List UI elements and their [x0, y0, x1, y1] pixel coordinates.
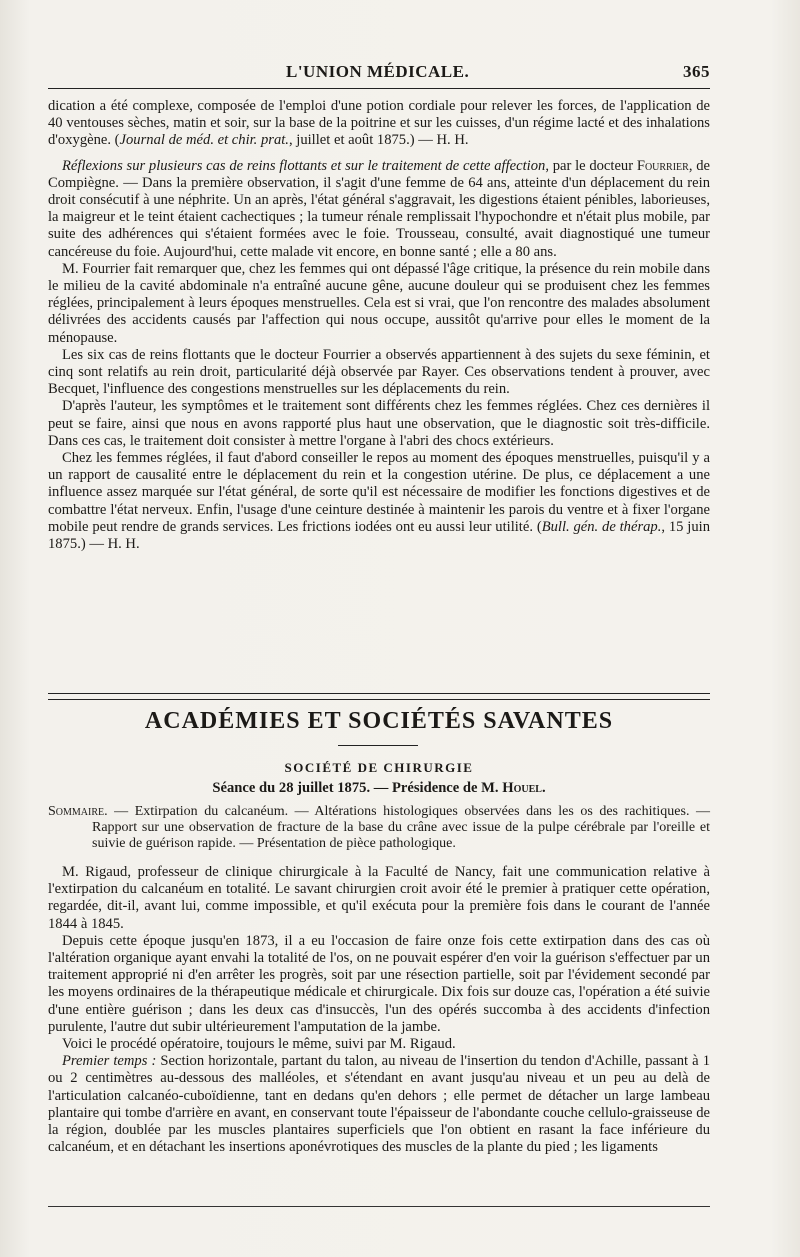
header-rule: [48, 88, 710, 89]
summary-label: Sommaire.: [48, 804, 108, 819]
society-name: SOCIÉTÉ DE CHIRURGIE: [284, 760, 474, 775]
paragraph-5: D'après l'auteur, les symptômes et le traitement sont différents chez les femmes réglées. Chez ces dernières il peut se faire, ainsi que nous en avons rapporté plus haut une observation, que le diagnostic soit très-difficile. Dans ces cas, le traitement doit consister à mettre l'organe à l'abri des chocs extérieurs.: [48, 398, 710, 449]
paragraph-6-end: , 15 juin 1875.) — H. H.: [48, 518, 710, 553]
session-suffix: .: [541, 780, 546, 796]
president-name: Houel: [502, 780, 542, 796]
bottom-rule: [48, 1206, 710, 1207]
paragraph-2-text: , de Compiègne. — Dans la première observation, il s'agit d'une femme de 64 ans, atteinte d'un déplacement du rein droit consécutif à une néphrite. Un an après, l'état général s'aggravait, les digestions étaient pénibles, laborieuses, la maigreur et le teint étaient cachectiques ; la tumeur rénale remplissait l'hypochondre et n'était plus mobile, par suite des adhérences qui s'étaient formées avec le foie. Trousseau, consulté, avait diagnostiqué une tumeur cancéreuse du foie. Aujourd'hui, cette malade vit encore, en bonne santé ; elle a 80 ans.: [48, 157, 711, 260]
bulletin-reference: Bull. gén. de thérap.: [541, 518, 662, 535]
paragraph-1-text: dication a été complexe, composée de l'emploi d'une potion cordiale pour relever les forces, de l'application de 40 ventouses sèches, matin et soir, sur la base de la poitrine et sur les cuisses, d'un régime lacté et des inhalations d'oxygène. (: [48, 98, 710, 149]
paragraph-4: Les six cas de reins flottants que le docteur Fourrier a observés appartiennent à des sujets du sexe féminin, et cinq sont relatifs au rein droit, particularité déjà observée par Rayer. Ces observations tendent à prouver, avec Becquet, l'influence des congestions menstruelles sur les déplacements du rein.: [48, 346, 710, 398]
society-paragraph-4: [48, 1053, 710, 1156]
paragraph-2: [48, 158, 710, 261]
paragraph-3: M. Fourrier fait remarquer que, chez les femmes qui ont dépassé l'âge critique, la présence du rein mobile dans le milieu de la cavité abdominale n'a entraîné aucune gêne, aucune douleur qui se produisent chez les femmes réglées, principalement à leurs époques menstruelles. Cela est si vrai, que l'on rencontre des malades absolument délivrées des accidents causés par l'affection qui nous occupe, aussitôt qu'arrive pour elles le moment de la ménopause.: [48, 260, 710, 346]
section-heading: ACADÉMIES ET SOCIÉTÉS SAVANTES: [144, 708, 614, 734]
heading-underline: [338, 745, 418, 746]
step-text: Section horizontale, partant du talon, au niveau de l'insertion du tendon d'Achille, passant à 1 ou 2 centimètres au-dessous des malléoles, et s'étendant en avant jusqu'au niveau et un peu au delà de l'articulation calcanéo-cuboïdienne, tant en dedans qu'en dehors ; elle permet de détacher un large lambeau plantaire qui tombe d'arrière en avant, en conservant toute l'épaisseur de l'abondante couche cellulo-graisseuse de la région, doublée par les muscles plantaires superficiels que l'on obtient en rasant la face inférieure du calcanéum, et en détachant les insertions aponévrotiques des muscles de la plante du pied ; les ligaments: [48, 1053, 711, 1156]
society-paragraph-2: Depuis cette époque jusqu'en 1873, il a eu l'occasion de faire onze fois cette extirpation dans des cas où l'altération organique ayant envahi la totalité de l'os, on ne pouvait espérer d'en voir la guérison s'effectuer par un traitement approprié ni d'en arrêter les progrès, soit par une résection partielle, soit par l'évidement secondé par les moyens ordinaires de la thérapeutique médicale et chirurgicale. Dix fois sur douze cas, l'opération a été suivie d'une entière guérison ; dans les deux cas d'insuccès, l'un des opérés succomba à des accidents d'infection purulente, l'autre dut subir ultérieurement l'amputation de la jambe.: [48, 932, 710, 1035]
session-date: Séance du 28 juillet 1875. — Présidence de M.: [212, 780, 503, 796]
section-divider: [48, 693, 710, 700]
society-paragraph-3: Voici le procédé opératoire, toujours le même, suivi par M. Rigaud.: [62, 1036, 456, 1053]
review-section: [48, 98, 710, 553]
session-line: [48, 780, 710, 797]
paragraph-1: [48, 98, 710, 150]
paragraph-6-text: Chez les femmes réglées, il faut d'abord conseiller le repos au moment des époques menstruelles, puisqu'il y a un rapport de causalité entre le déplacement du rein et la congestion utérine. De plus, ce déplacement a une influence assez marquée sur l'état général, de sorte qu'il est nécessaire de modifier les fonctions digestives et de combattre l'état nerveux. Enfin, l'usage d'une ceinture destinée à maintenir les parois du ventre et à fixer l'organe mobile peut rendre de grands services. Les frictions iodées ont eu aussi leur utilité. (: [48, 450, 710, 535]
paragraph-6: [48, 450, 710, 553]
summary: [48, 804, 710, 852]
paragraph-2-mid: , par le docteur: [545, 157, 637, 174]
step-label: Premier temps :: [62, 1053, 157, 1070]
society-section: [48, 804, 710, 1156]
summary-text: — Extirpation du calcanéum. — Altérations histologiques observées dans les os des rachitiques. — Rapport sur une observation de fracture de la base du crâne avec issue de la pulpe cérébrale par l'oreille et suivie de guérison rapide. — Présentation de pièce pathologique.: [92, 804, 710, 851]
author-name: Fourrier: [636, 157, 689, 174]
running-header: [48, 62, 710, 82]
society-paragraph-1: M. Rigaud, professeur de clinique chirurgicale à la Faculté de Nancy, fait une communication relative à l'extirpation du calcanéum en totalité. Le savant chirurgien croit avoir été le premier à pratiquer cette opération, regardée, dit-il, avant lui, comme impossible, et qu'il exécuta pour la première fois dans le courant de l'année 1844 à 1845.: [48, 864, 710, 932]
paragraph-1-end: , juillet et août 1875.) — H. H.: [288, 132, 469, 149]
journal-title: L'UNION MÉDICALE.: [286, 62, 470, 81]
article-title: Réflexions sur plusieurs cas de reins flottants et sur le traitement de cette affection: [62, 157, 546, 174]
page-number: 365: [683, 62, 710, 81]
journal-reference: Journal de méd. et chir. prat.: [119, 132, 289, 149]
